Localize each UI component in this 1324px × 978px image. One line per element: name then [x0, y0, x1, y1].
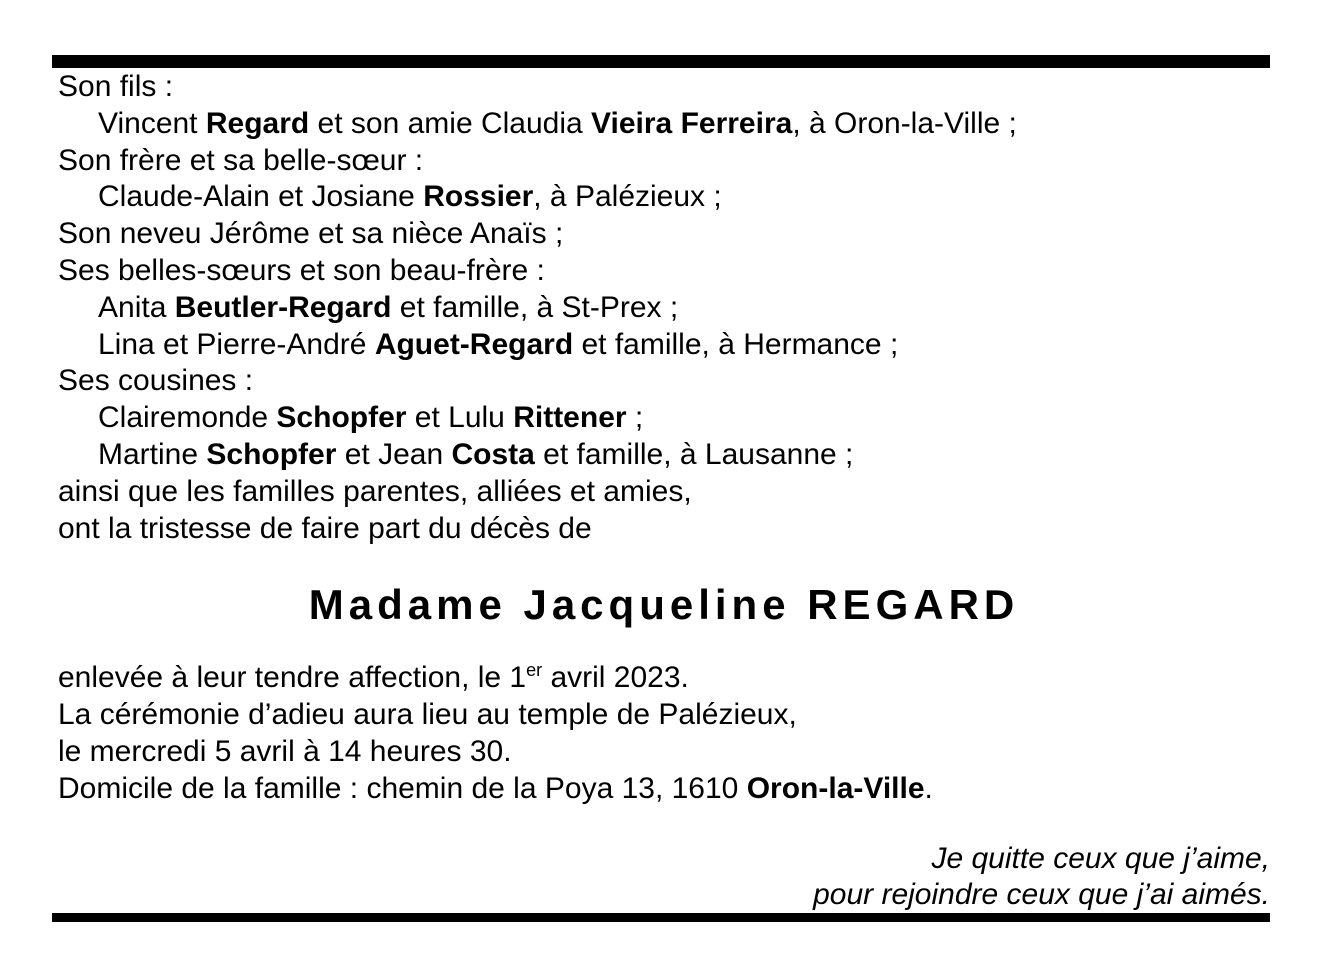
text-line [58, 106, 1270, 143]
family-list [58, 69, 1270, 547]
surname-bold-text: Schopfer [206, 437, 337, 471]
body-text: Ses cousines : [58, 364, 254, 398]
body-text: Vincent [98, 106, 206, 140]
body-text: Martine [98, 437, 207, 471]
ceremony-details [58, 660, 1270, 807]
obituary-content [58, 69, 1270, 914]
body-text: Clairemonde [98, 401, 277, 435]
surname-bold-text: Vieira Ferreira [591, 106, 793, 140]
body-text: , à Palézieux ; [533, 180, 722, 214]
body-text: ont la tristesse de faire part du décès de [58, 511, 592, 545]
text-line [58, 437, 1270, 474]
body-text: . [924, 771, 933, 805]
body-text: , à Oron-la-Ville ; [792, 106, 1017, 140]
body-text: et famille, à Lausanne ; [534, 437, 854, 471]
surname-bold-text: Aguet-Regard [374, 327, 574, 361]
body-text: er [526, 660, 543, 681]
body-text: ; [626, 401, 644, 435]
top-rule [52, 55, 1270, 68]
surname-bold-text: Rossier [423, 180, 534, 214]
body-text: et son amie Claudia [309, 106, 592, 140]
body-text: Domicile de la famille : chemin de la Poya 13, 1610 [58, 771, 747, 805]
body-text: Ses belles-sœurs et son beau-frère : [58, 253, 545, 287]
surname-bold-text: Oron-la-Ville [746, 771, 925, 805]
text-line [58, 327, 1270, 364]
body-text: Anita [98, 290, 175, 324]
body-text: le mercredi 5 avril à 14 heures 30. [58, 734, 512, 768]
surname-bold-text: Schopfer [276, 401, 407, 435]
text-line [58, 734, 1270, 771]
body-text: avril 2023. [542, 661, 689, 695]
surname-bold-text: Beutler-Regard [174, 290, 392, 324]
text-line [58, 474, 1270, 511]
text-line [58, 143, 1270, 180]
text-line [58, 697, 1270, 734]
text-line [58, 290, 1270, 327]
body-text: et Lulu [406, 401, 514, 435]
body-text: et famille, à Hermance ; [573, 327, 899, 361]
body-text: Son fils : [58, 70, 174, 103]
text-line [58, 511, 1270, 548]
body-text: La cérémonie d’adieu aura lieu au temple de Palézieux, [58, 698, 797, 732]
body-text: enlevée à leur tendre affection, le 1 [58, 661, 527, 695]
surname-bold-text: Costa [451, 437, 535, 471]
body-text: Lina et Pierre-André [98, 327, 375, 361]
epitaph-line: pour rejoindre ceux que j’ai aimés. [813, 878, 1270, 912]
text-line [58, 69, 1270, 106]
text-line [58, 216, 1270, 253]
epitaph-line: Je quitte ceux que j’aime, [931, 841, 1270, 875]
deceased-name-title: Madame Jacqueline REGARD [308, 581, 1020, 629]
text-line [58, 660, 1270, 697]
text-line [58, 253, 1270, 290]
bottom-rule [52, 913, 1270, 922]
body-text: Son neveu Jérôme et sa nièce Anaïs ; [58, 217, 564, 251]
body-text: Son frère et sa belle-sœur : [58, 143, 424, 177]
text-line [58, 179, 1270, 216]
body-text: ainsi que les familles parentes, alliées et amies, [58, 474, 692, 508]
body-text: et Jean [336, 437, 452, 471]
epitaph-quote [58, 841, 1270, 915]
surname-bold-text: Rittener [513, 401, 627, 435]
text-line [58, 771, 1270, 808]
text-line [58, 400, 1270, 437]
body-text: et famille, à St-Prex ; [391, 290, 679, 324]
text-line [58, 363, 1270, 400]
surname-bold-text: Regard [205, 106, 310, 140]
body-text: Claude-Alain et Josiane [98, 180, 424, 214]
